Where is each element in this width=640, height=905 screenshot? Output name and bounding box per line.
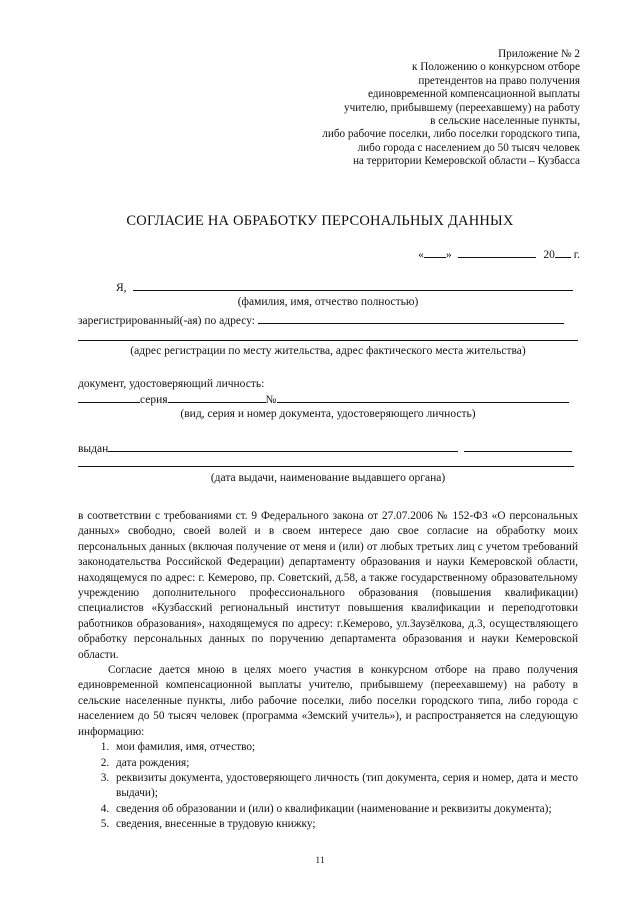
- issued-caption: (дата выдачи, наименование выдавшего органа): [210, 472, 446, 484]
- consent-paragraph: в соответствии с требованиями ст. 9 Федерального закона от 27.07.2006 № 152-ФЗ «О персональных данных» свободно, своей волей и в своем интересе даю свое согласие на обработку моих персональных данных (включая получение от меня и (или) от любых третьих лиц с учетом требований законодательства Российской Федерации) департаменту образования и науки Кемеровской области, находящемуся по адрес: г. Кемерово, пр. Советский, д.58, а также государственному образовательному учреждению дополнительного профессионального образования (повышения квалификации) специалистов «Кузбасский региональный институт повышения квалификации и переподготовки работников образования», находящемуся по адресу: г.Кемерово, ул.Заузёлкова, д.3, осуществляющего обработку персональных данных по поручению департамента образования и науки Кемеровской области.: [78, 510, 578, 661]
- list-item: 4. сведения об образовании и (или) о квалификации (наименование и реквизиты документа);: [112, 802, 578, 817]
- year-suffix: г.: [570, 249, 580, 261]
- issued-date-blank: [464, 441, 572, 452]
- day-blank: [424, 247, 446, 258]
- series-blank: [168, 392, 266, 403]
- purpose-paragraph: Согласие дается мною в целях моего участия в конкурсном отборе на право получения единовременной компенсационной выплаты учителю, прибывшему (переехавшему) на работу в сельские населенные пункты, либо рабочие поселки, либо поселки городского типа, либо города с населением до 50 тысяч человек (программа «Земский учитель»), и распространяется на следующую информацию:: [78, 664, 578, 738]
- document-label: документ, удостоверяющий личность:: [78, 378, 265, 390]
- issued-label: выдан: [78, 443, 109, 455]
- header-line: претендентов на право получения: [418, 74, 580, 87]
- date-close-quote: »: [445, 249, 452, 261]
- header-line: либо рабочие поселки, либо поселки городского типа,: [322, 128, 580, 141]
- document-row: [78, 392, 578, 406]
- header-line: к Положению о конкурсном отборе: [411, 61, 580, 74]
- header-line: либо города с населением до 50 тысяч человек: [357, 141, 580, 154]
- info-list: [78, 740, 578, 832]
- list-item: 5. сведения, внесенные в трудовую книжку;: [112, 817, 578, 832]
- date-line: [418, 247, 580, 261]
- document-caption: (вид, серия и номер документа, удостоверяющего личность): [180, 408, 476, 420]
- address-caption: (адрес регистрации по месту жительства, адрес фактического места жительства): [130, 345, 526, 357]
- registered-blank: [258, 313, 564, 324]
- doc-type-blank: [78, 392, 140, 403]
- registered-label: зарегистрированный(-ая) по адресу:: [78, 315, 255, 327]
- fio-row: [78, 280, 578, 294]
- document-title: СОГЛАСИЕ НА ОБРАБОТКУ ПЕРСОНАЛЬНЫХ ДАННЫХ: [126, 213, 514, 229]
- header-line: учителю, прибывшему (переехавшему) на работу: [343, 101, 580, 114]
- i-label: Я,: [116, 282, 127, 294]
- number-blank: [277, 392, 569, 403]
- fio-blank: [133, 280, 573, 291]
- date-open-quote: «: [418, 249, 424, 261]
- list-item: 1. мои фамилия, имя, отчество;: [112, 740, 578, 755]
- number-label: №: [265, 394, 277, 406]
- year-prefix: 20: [543, 249, 555, 261]
- list-item: 2. дата рождения;: [112, 756, 578, 771]
- series-label: серия: [140, 394, 168, 406]
- appendix-header: [260, 48, 580, 169]
- document-label-row: [78, 378, 578, 390]
- header-line: единовременной компенсационной выплаты: [367, 88, 580, 101]
- issued-row: [78, 441, 578, 455]
- consent-body: [78, 509, 578, 833]
- fio-caption: (фамилия, имя, отчество полностью): [237, 296, 419, 308]
- address-blank-line: [78, 340, 578, 341]
- registered-row: [78, 313, 578, 327]
- header-line: на территории Кемеровской области – Кузбасса: [352, 155, 580, 168]
- header-line: Приложение № 2: [498, 48, 580, 60]
- issued-blank-line: [78, 466, 574, 467]
- header-line: в сельские населенные пункты,: [430, 115, 580, 128]
- page-number: 11: [315, 856, 325, 866]
- issued-blank: [108, 441, 458, 452]
- month-blank: [458, 247, 536, 258]
- year-blank: [555, 247, 571, 258]
- list-item: 3. реквизиты документа, удостоверяющего личность (тип документа, серия и номер, дата и место выдачи);: [112, 771, 578, 802]
